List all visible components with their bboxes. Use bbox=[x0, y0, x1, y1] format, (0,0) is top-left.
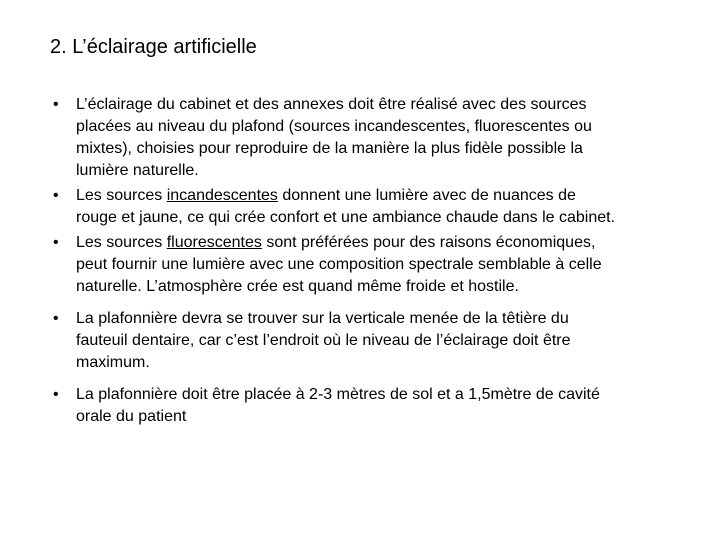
bullet-text bbox=[76, 185, 690, 229]
bullet-line: fauteuil dentaire, car c’est l’endroit où le niveau de l’éclairage doit être bbox=[76, 332, 571, 349]
bullet-line: La plafonnière doit être placée à 2-3 mètres de sol et a 1,5mètre de cavité bbox=[76, 386, 600, 403]
slide-title: 2. L’éclairage artificielle bbox=[50, 36, 257, 58]
bullet-line: rouge et jaune, ce qui crée confort et une ambiance chaude dans le cabinet. bbox=[76, 209, 616, 226]
bullet-marker: • bbox=[53, 187, 59, 204]
bullet-text bbox=[76, 232, 690, 298]
text-run: Les sources bbox=[76, 187, 167, 204]
bullet-line: L’éclairage du cabinet et des annexes doit être réalisé avec des sources bbox=[76, 96, 587, 113]
bullet-text bbox=[76, 308, 690, 374]
bullet-line: placées au niveau du plafond (sources incandescentes, fluorescentes ou bbox=[76, 118, 592, 135]
bullet-line: peut fournir une lumière avec une composition spectrale semblable à celle bbox=[76, 256, 602, 273]
bullet-line: La plafonnière devra se trouver sur la verticale menée de la têtière du bbox=[76, 310, 569, 327]
bullet-line: naturelle. L’atmosphère crée est quand même froide et hostile. bbox=[76, 278, 519, 295]
bullet-line bbox=[76, 185, 690, 207]
bullet-marker: • bbox=[53, 310, 59, 327]
bullet-line bbox=[76, 232, 690, 254]
bullet-line: maximum. bbox=[76, 354, 150, 371]
underlined-term: fluorescentes bbox=[166, 234, 262, 251]
underlined-term: incandescentes bbox=[166, 187, 278, 204]
bullet-marker: • bbox=[53, 234, 59, 251]
text-run: sont préférées pour des raisons économiques, bbox=[261, 234, 596, 251]
text-run: donnent une lumière avec de nuances de bbox=[277, 187, 576, 204]
bullet-line: orale du patient bbox=[76, 408, 187, 425]
bullet-line: lumière naturelle. bbox=[76, 162, 199, 179]
bullet-marker: • bbox=[53, 386, 59, 403]
text-run: Les sources bbox=[76, 234, 167, 251]
bullet-line: mixtes), choisies pour reproduire de la manière la plus fidèle possible la bbox=[76, 140, 583, 157]
bullet-text bbox=[76, 94, 690, 182]
bullet-marker: • bbox=[53, 96, 59, 113]
bullet-text bbox=[76, 384, 690, 428]
